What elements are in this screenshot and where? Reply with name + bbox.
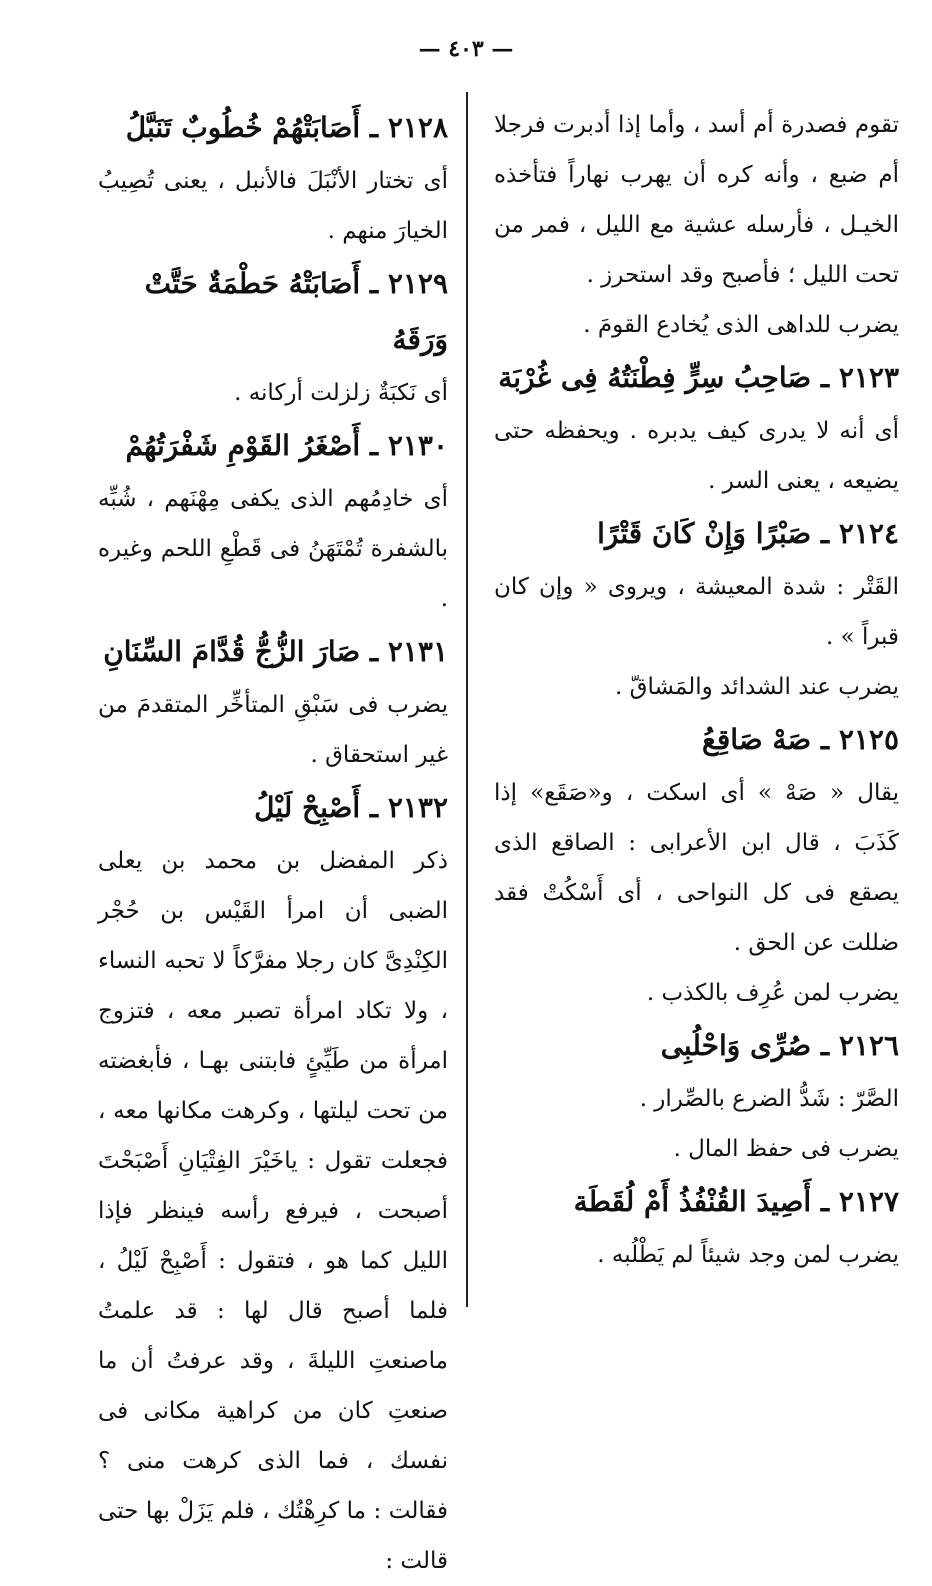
proverb-heading: [494, 506, 899, 562]
commentary-paragraph: يقال « صَهْ » أى اسكت ، و«صَقَع» إذا كَذَبَ ، قال ابن الأعرابى : الصاقع الذى يصقع فى كل النواحى ، أى أَسْكُتْ فقد ضللت عن الحق .: [494, 780, 899, 956]
column-divider: [466, 92, 468, 1307]
proverb-text: ـ أَصِيدَ القُنْفُذُ أَمْ لُقَطَة: [573, 1185, 839, 1218]
commentary-paragraph: أى نَكبَةٌ زلزلت أركانه .: [234, 380, 448, 406]
proverb-number: ٢١٢٣: [838, 361, 899, 394]
proverb-number: ٢١٣٠: [387, 429, 448, 462]
commentary-paragraph: يضرب عند الشدائد والمَشاقّ .: [614, 674, 899, 700]
proverb-heading: [494, 1018, 899, 1074]
proverb-text: ـ صُرِّى وَاحْلُبِى: [660, 1029, 839, 1062]
commentary-paragraph: ذكر المفضل بن محمد بن يعلى الضبى أن امرأ القَيْس بن حُجْر الكِنْدِىَّ كان رجلا مفرَّكاً لا تحبه النساء ، ولا تكاد امرأة تصبر معه ، فتزوج امرأة من طَيِّئٍ فابتنى بهـا ، فأبغضته من تحت ليلتها ، وكرهت مكانها معه ، فجعلت تقول : ياخَيْرَ الفِتْيَانِ أَصْبَحْتَ أصبحت ، فيرفع رأسه فينظر فإذا الليل كما هو ، فتقول : أَصْبِحْ لَيْلُ ، فلما أصبح قال لها : قد علمتُ ماصنعتِ الليلةَ ، وقد عرفتُ أن ما صنعتِ كان من كراهية مكانى فى نفسك ، فما الذى كرهت منى ؟ فقالت : ما كرِهْتُك ، فلم يَزَلْ بها حتى قالت :: [98, 848, 448, 1574]
right-column: [494, 100, 899, 1280]
proverb-number: ٢١٢٧: [838, 1185, 899, 1218]
commentary-paragraph: يضرب فى سَبْقِ المتأخِّر المتقدمَ من غير استحقاق .: [98, 692, 448, 768]
proverb-text: ـ صَاحِبُ سِرٍّ فِطْنَتُهُ فِى غُرْبَة: [498, 361, 839, 394]
commentary-paragraph: أى أنه لا يدرى كيف يدبره . ويحفظه حتى يضيعه ، يعنى السر .: [494, 418, 899, 494]
commentary-paragraph: يضرب فى حفظ المال .: [673, 1136, 899, 1162]
proverb-text: ـ أَصْبِحْ لَيْلُ: [254, 791, 388, 824]
proverb-number: ٢١٢٥: [838, 723, 899, 756]
proverb-text: ـ صَبْرًا وَإِنْ كَانَ قَتْرًا: [597, 517, 839, 550]
commentary-paragraph: يضرب لمن وجد شيئاً لم يَطْلُبه .: [597, 1242, 899, 1268]
page-number: — ٤٠٣ —: [418, 36, 514, 62]
left-column: [98, 100, 448, 1586]
proverb-text: ـ صَارَ الزُّجُّ قُدَّامَ السِّنَانِ: [103, 635, 388, 668]
proverb-heading: [494, 712, 899, 768]
proverb-heading: [98, 256, 448, 368]
proverb-heading: [494, 350, 899, 406]
proverb-number: ٢١٢٨: [387, 111, 448, 144]
proverb-text: ـ أَصَابَتْهُمْ خُطُوبٌ تَنَبَّلُ: [125, 111, 388, 144]
proverb-number: ٢١٢٤: [838, 517, 899, 550]
commentary-paragraph: أى خادِمُهم الذى يكفى مِهْنَهم ، شُبِّه بالشفرة تُمْتَهَنُ فى قَطْعِ اللحم وغيره .: [98, 486, 448, 612]
proverb-text: ـ أَصْغَرُ القَوْمِ شَفْرَتُهُمْ: [125, 429, 388, 462]
proverb-heading: [98, 418, 448, 474]
commentary-paragraph: أى تختار الأنْبَلَ فالأنبل ، يعنى تُصِيبُ الخيارَ منهم .: [98, 168, 448, 244]
proverb-number: ٢١٢٦: [838, 1029, 899, 1062]
proverb-text: ـ أَصَابَتْهُ حَطْمَةٌ حَتَّتْ وَرَقَهُ: [144, 267, 448, 356]
commentary-paragraph: القَتْر : شدة المعيشة ، ويروى « وإن كان قبراً » .: [494, 574, 899, 650]
proverb-heading: [494, 1174, 899, 1230]
commentary-paragraph: تقوم فصدرة أم أسد ، وأما إذا أدبرت فرجلا أم ضبع ، وأنه كره أن يهرب نهاراً فتأخذه الخيـل ، فأرسله عشية مع الليل ، فمر من تحت الليل ؛ فأصبح وقد استحرز .: [494, 112, 899, 288]
proverb-heading: [98, 100, 448, 156]
proverb-heading: [98, 780, 448, 836]
proverb-number: ٢١٣٢: [387, 791, 448, 824]
proverb-number: ٢١٢٩: [387, 267, 448, 300]
commentary-paragraph: يضرب للداهى الذى يُخادع القومَ .: [583, 312, 899, 338]
commentary-paragraph: يضرب لمن عُرِف بالكذب .: [646, 980, 899, 1006]
proverb-text: ـ صَهْ صَاقِعُ: [702, 723, 839, 756]
commentary-paragraph: الصَّرّ : شَدُّ الضرع بالصِّرار .: [639, 1086, 899, 1112]
proverb-number: ٢١٣١: [387, 635, 448, 668]
proverb-heading: [98, 624, 448, 680]
